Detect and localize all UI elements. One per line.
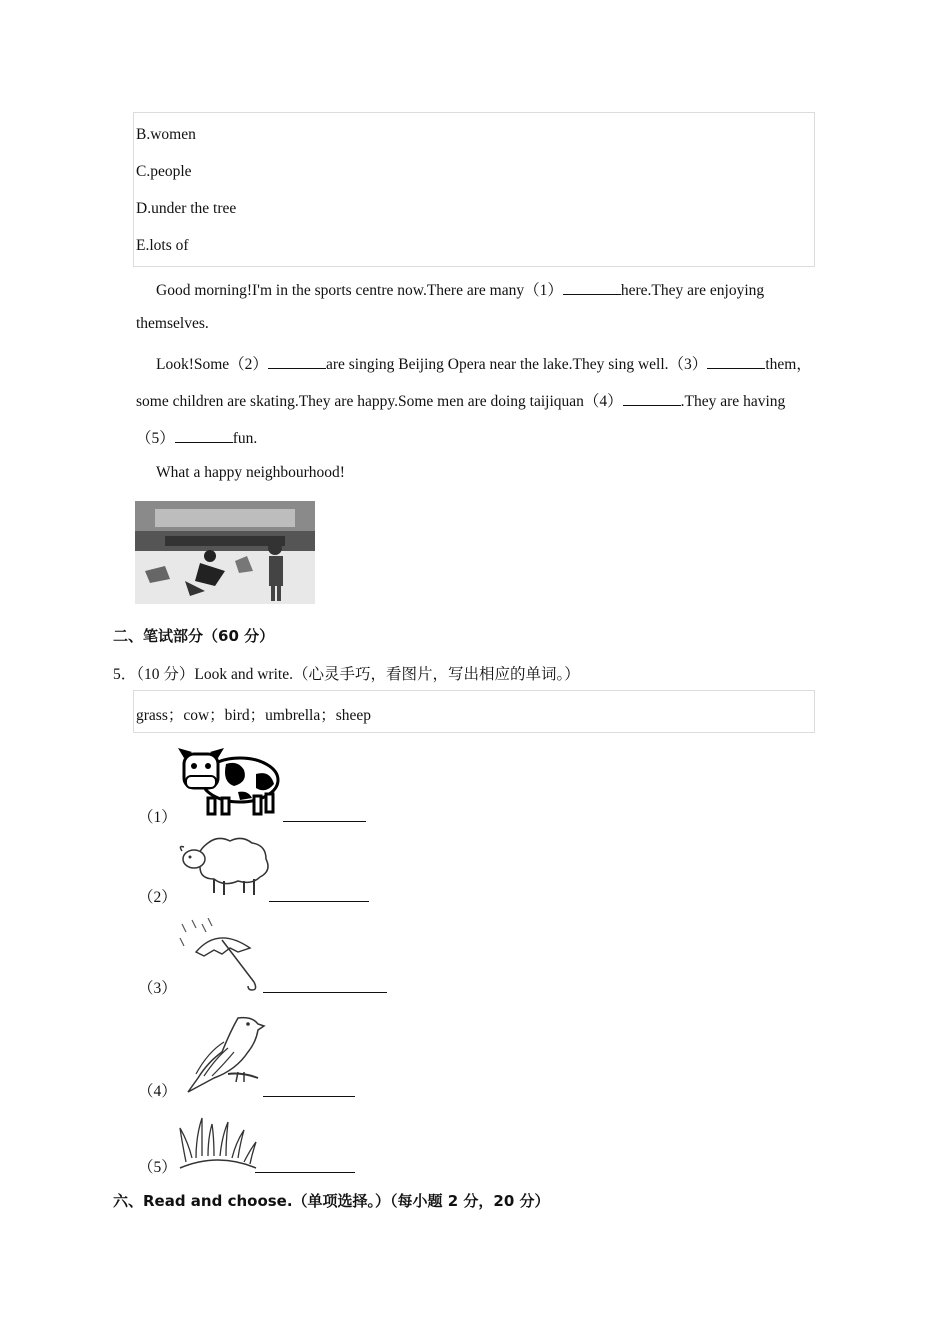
blank-5[interactable] bbox=[175, 427, 233, 443]
answer-line-2[interactable] bbox=[269, 901, 369, 902]
passage-text: .They are having bbox=[680, 393, 786, 410]
option-d: D.under the tree bbox=[136, 200, 237, 217]
section-6-title: 六、Read and choose.（单项选择。）（每小题 2 分，20 分） bbox=[113, 1192, 550, 1210]
answer-line-5[interactable] bbox=[255, 1172, 355, 1173]
question-5-title: 5．（10 分）Look and write.（心灵手巧，看图片，写出相应的单词。） bbox=[113, 666, 580, 683]
passage-text: Look!Some（2） bbox=[156, 356, 268, 373]
passage-line-2: themselves. bbox=[136, 315, 209, 332]
sheep-icon bbox=[178, 833, 272, 899]
passage-text: some children are skating.They are happy.Some men are doing taijiquan（4） bbox=[136, 393, 623, 410]
umbrella-icon bbox=[178, 918, 264, 994]
passage-text: here.They are enjoying bbox=[620, 282, 765, 299]
item-2-number: （2） bbox=[138, 889, 177, 906]
item-1-number: （1） bbox=[138, 809, 177, 826]
passage-text: fun. bbox=[232, 430, 258, 447]
passage-text: （5） bbox=[136, 430, 175, 447]
passage-line-6: What a happy neighbourhood! bbox=[156, 464, 345, 481]
answer-line-4[interactable] bbox=[263, 1096, 355, 1097]
options-box bbox=[133, 112, 815, 267]
bird-icon bbox=[178, 1012, 268, 1096]
blank-3[interactable] bbox=[707, 353, 765, 369]
blank-4[interactable] bbox=[623, 390, 681, 406]
passage-text: are singing Beijing Opera near the lake.They sing well.（3） bbox=[325, 356, 708, 373]
option-b: B.women bbox=[136, 126, 196, 143]
item-3-number: （3） bbox=[138, 980, 177, 997]
passage-text: Good morning!I'm in the sports centre now.There are many（1） bbox=[156, 282, 563, 299]
option-e: E.lots of bbox=[136, 237, 189, 254]
passage-text: them， bbox=[765, 356, 812, 373]
passage-line-1 bbox=[156, 278, 838, 300]
option-c: C.people bbox=[136, 163, 192, 180]
cow-icon bbox=[178, 740, 284, 818]
passage-line-3 bbox=[156, 352, 838, 374]
neighbourhood-picture bbox=[135, 501, 315, 604]
section-2-title: 二、笔试部分（60 分） bbox=[113, 627, 275, 645]
answer-line-1[interactable] bbox=[283, 821, 366, 822]
blank-1[interactable] bbox=[563, 279, 621, 295]
blank-2[interactable] bbox=[268, 353, 326, 369]
grass-icon bbox=[178, 1112, 258, 1170]
passage-line-5 bbox=[136, 426, 838, 448]
item-4-number: （4） bbox=[138, 1083, 177, 1100]
word-bank: grass；cow；bird；umbrella；sheep bbox=[136, 707, 372, 724]
item-5-number: （5） bbox=[138, 1159, 177, 1176]
passage-line-4 bbox=[136, 389, 838, 411]
answer-line-3[interactable] bbox=[263, 992, 387, 993]
